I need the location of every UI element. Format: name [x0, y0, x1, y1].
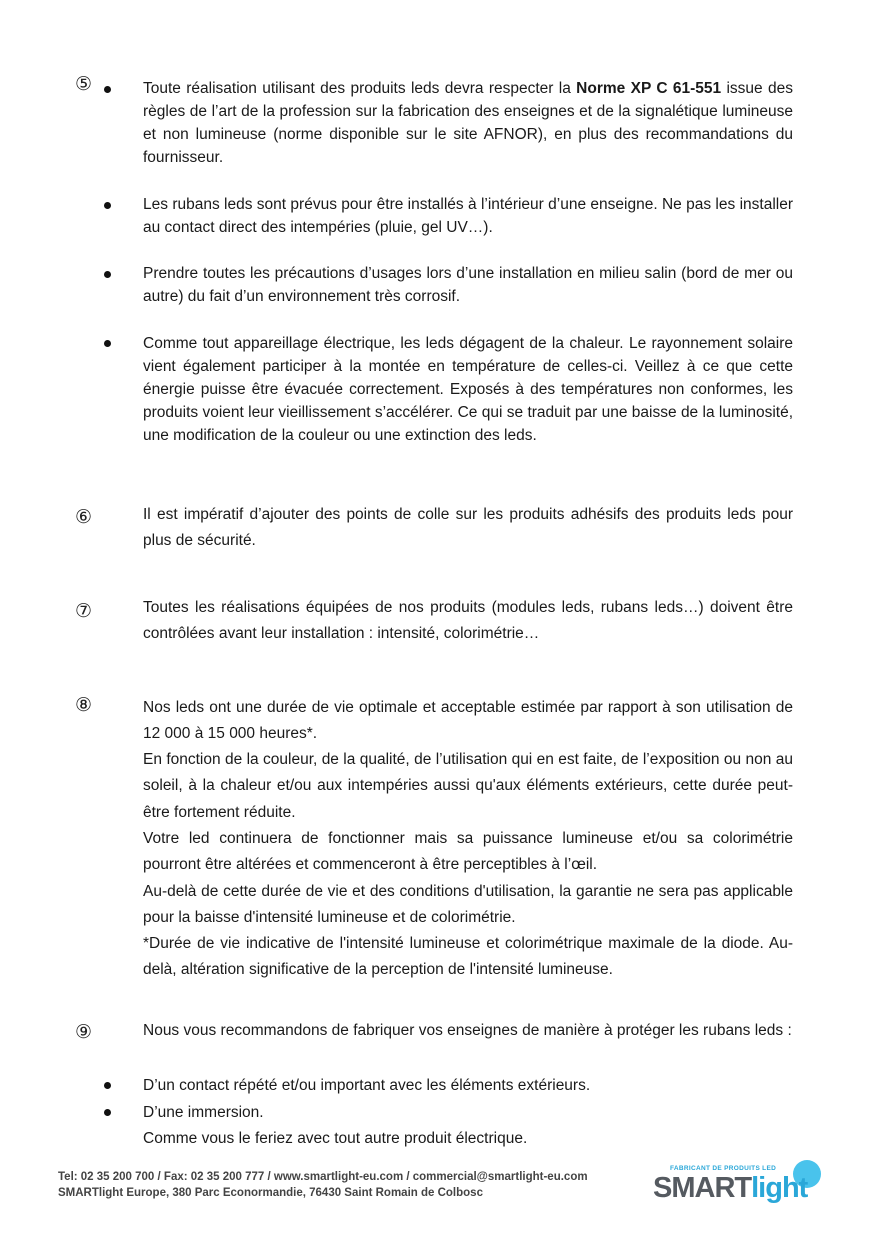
logo-word-smart: SMART [653, 1172, 752, 1204]
section-9-bullet-1: D’un contact répété et/ou important avec les éléments extérieurs. [143, 1077, 591, 1094]
section-6-marker: ⑥ [75, 506, 93, 528]
footer-address-line: SMARTlight Europe, 380 Parc Econormandie, 76430 Saint Romain de Colbosc [58, 1187, 483, 1199]
section-7-marker: ⑦ [75, 600, 93, 622]
footer-contact-line: Tel: 02 35 200 700 / Fax: 02 35 200 777 / www.smartlight-eu.com / commercial@smartlight-eu.com [58, 1171, 588, 1183]
section-8-paragraph-4: Au-delà de cette durée de vie et des conditions d'utilisation, la garantie ne sera pas applicable pour la baisse d'intensité lumineuse et de colorimétrie. [143, 883, 793, 927]
section-6-text: Il est impératif d’ajouter des points de colle sur les produits adhésifs des produits leds pour plus de sécurité. [143, 506, 793, 550]
bullet [104, 271, 111, 278]
smartlight-logo [650, 1160, 825, 1210]
section-9-intro: Nous vous recommandons de fabriquer vos enseignes de manière à protéger les rubans leds : [143, 1022, 792, 1039]
section-5-item-1 [143, 77, 793, 169]
section-9-marker: ⑨ [75, 1021, 93, 1043]
section-5-item-2: Les rubans leds sont prévus pour être installés à l’intérieur d’une enseigne. Ne pas les installer au contact direct des intempéries (pluie, gel UV…). [143, 196, 793, 236]
section-9-bullet-2: D’une immersion. [143, 1104, 264, 1121]
bullet [104, 1082, 111, 1089]
section-9-closing: Comme vous le feriez avec tout autre produit électrique. [143, 1130, 528, 1147]
section-8-marker: ⑧ [75, 694, 93, 716]
section-5-marker: ⑤ [75, 73, 93, 95]
bullet [104, 340, 111, 347]
section-5-item-3: Prendre toutes les précautions d’usages lors d’une installation en milieu salin (bord de mer ou autre) du fait d’un environnement très corrosif. [143, 265, 793, 305]
section-7-text: Toutes les réalisations équipées de nos produits (modules leds, rubans leds…) doivent être contrôlées avant leur installation : intensité, colorimétrie… [143, 599, 793, 643]
section-8-paragraph-5: *Durée de vie indicative de l'intensité lumineuse et colorimétrique maximale de la diode. Au-delà, altération significative de la perception de l'intensité lumineuse. [143, 935, 793, 979]
logo-tagline: FABRICANT DE PRODUITS LED [670, 1165, 777, 1172]
bullet [104, 86, 111, 93]
logo-wordmark [653, 1174, 807, 1203]
bullet [104, 202, 111, 209]
norm-reference: Norme XP C 61-551 [576, 80, 722, 97]
section-8-paragraph-2: En fonction de la couleur, de la qualité, de l’utilisation qui en est faite, de l’exposition ou non au soleil, à la chaleur et/ou aux intempéries aussi qu'aux éléments extérieurs, cette durée peut-être fortement réduite. [143, 751, 793, 821]
text: issue des règles de l’art de la profession sur la fabrication des enseignes et de la signalétique lumineuse et non lumineuse (norme disponible sur le site AFNOR), en plus des recommandations du fournisseur. [143, 80, 793, 166]
section-5-item-4: Comme tout appareillage électrique, les leds dégagent de la chaleur. Le rayonnement solaire vient également participer à la montée en température de celles-ci. Veillez à ce que cette énergie puisse être évacuée correctement. Exposés à des températures non conformes, les produits voient leur vieillissement s’accélérer. Ce qui se traduit par une baisse de la luminosité, une modification de la couleur ou une extinction des leds. [143, 335, 793, 444]
bullet [104, 1109, 111, 1116]
logo-word-light: light [751, 1172, 808, 1204]
section-8-paragraph-1: Nos leds ont une durée de vie optimale et acceptable estimée par rapport à son utilisation de 12 000 à 15 000 heures*. [143, 699, 793, 743]
footer [58, 1169, 588, 1201]
section-8-paragraph-3: Votre led continuera de fonctionner mais sa puissance lumineuse et/ou sa colorimétrie pourront être altérées et commenceront à être perceptibles à l’œil. [143, 830, 793, 874]
text: Toute réalisation utilisant des produits leds devra respecter la [143, 80, 577, 97]
